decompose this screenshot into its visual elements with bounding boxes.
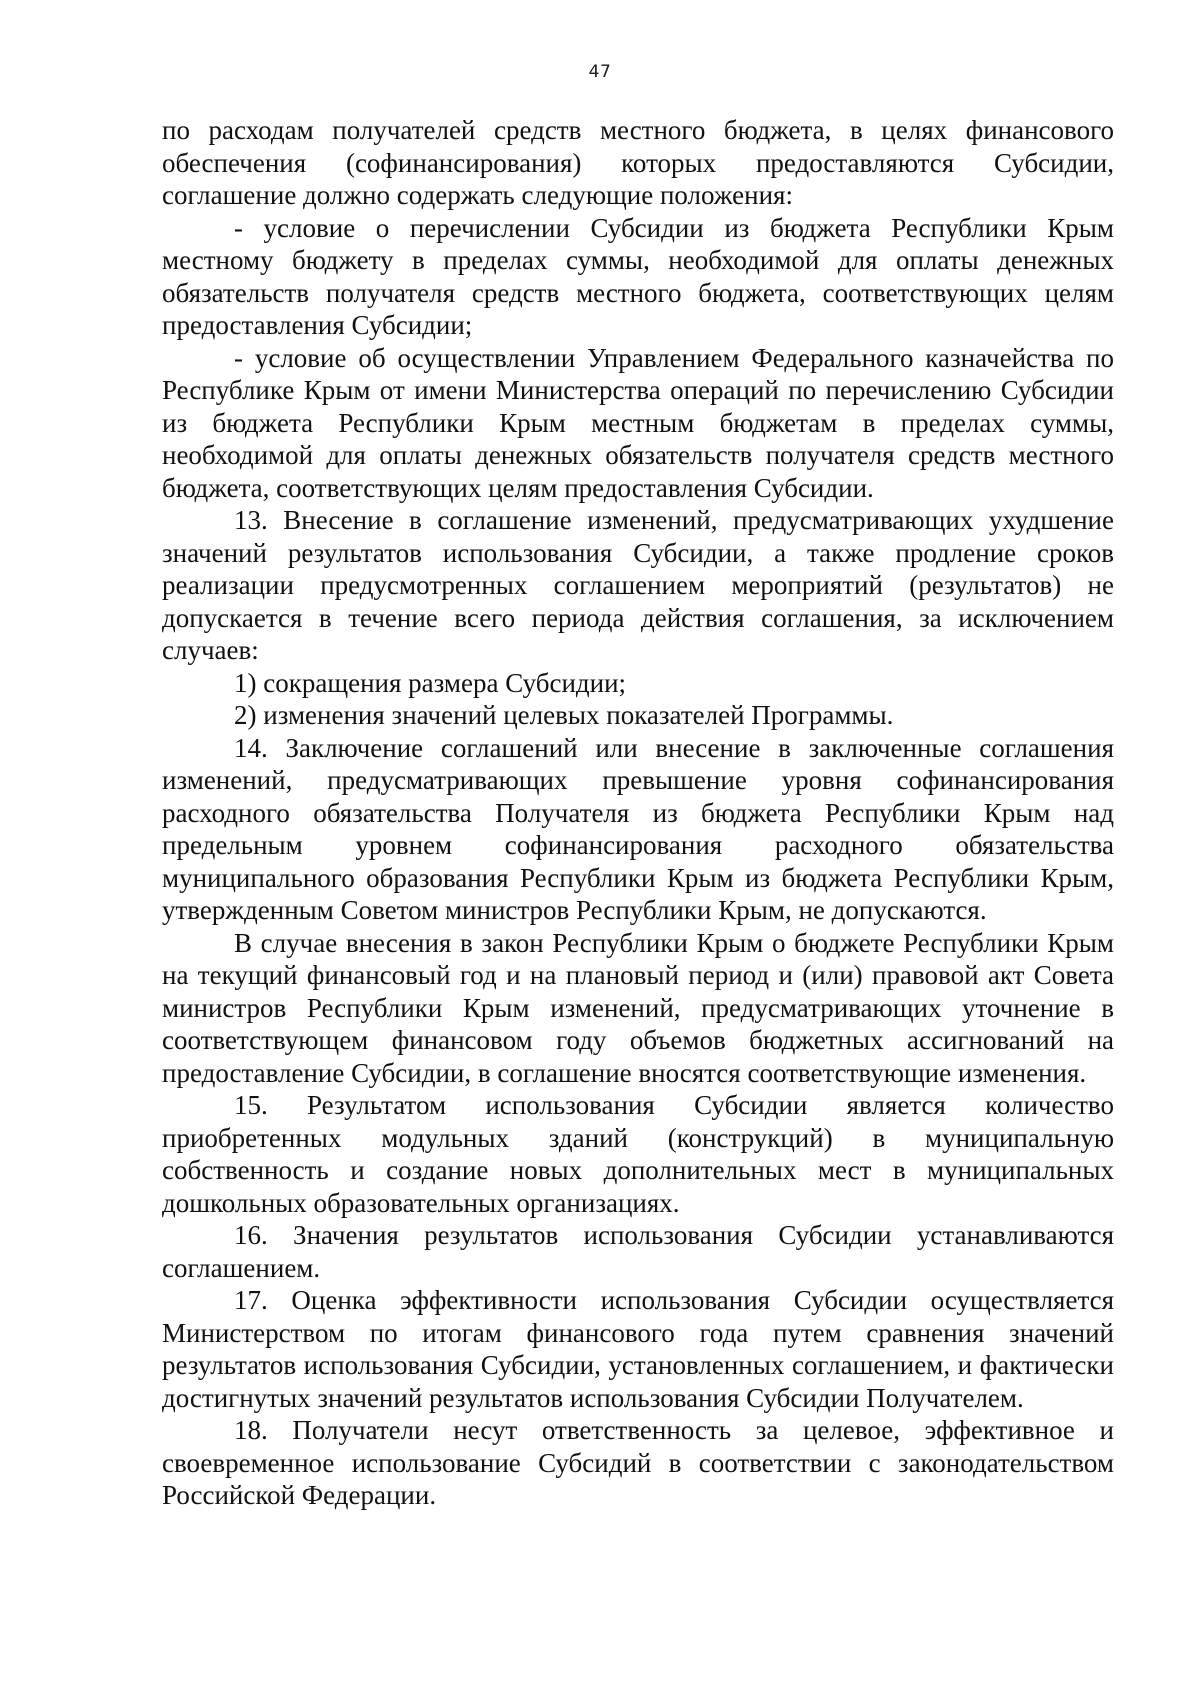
paragraph-item-18: 18. Получатели несут ответственность за целевое, эффективное и своевременное использование Субсидий в соответствии с законодательством Российской Федерации. xyxy=(162,1415,1114,1510)
paragraph-item-14: 14. Заключение соглашений или внесение в заключенные соглашения изменений, предусматривающих превышение уровня софинансирования расходного обязательства Получателя из бюджета Республики Крым над предельным уровнем софинансирования расходного обязательства муниципального образования Республики Крым из бюджета Республики Крым, утвержденным Советом министров Республики Крым, не допускаются. xyxy=(162,732,1114,925)
paragraph-item-16: 16. Значения результатов использования Субсидии устанавливаются соглашением. xyxy=(162,1220,1114,1283)
document-body xyxy=(162,114,1114,1512)
paragraph-item-17: 17. Оценка эффективности использования Субсидии осуществляется Министерством по итогам финансового года путем сравнения значений результатов использования Субсидии, установленных соглашением, и фактически достигнутых значений результатов использования Субсидии Получателем. xyxy=(162,1285,1114,1413)
page-number: 47 xyxy=(588,62,612,82)
paragraph-continuation: по расходам получателей средств местного бюджета, в целях финансового обеспечения (софинансирования) которых предоставляются Субсидии, соглашение должно содержать следующие положения: xyxy=(162,115,1114,210)
paragraph-condition-treasury: - условие об осуществлении Управлением Федерального казначейства по Республике Крым от имени Министерства операций по перечислению Субсидии из бюджета Республики Крым местным бюджетам в пределах суммы, необходимой для оплаты денежных обязательств получателя средств местного бюджета, соответствующих целям предоставления Субсидии. xyxy=(162,342,1114,503)
paragraph-condition-transfer: - условие о перечислении Субсидии из бюджета Республики Крым местному бюджету в пределах суммы, необходимой для оплаты денежных обязательств получателя средств местного бюджета, соответствующих целям предоставления Субсидии; xyxy=(162,212,1114,340)
paragraph-item-14-continued: В случае внесения в закон Республики Крым о бюджете Республики Крым на текущий финансовый год и на плановый период и (или) правовой акт Совета министров Республики Крым изменений, предусматривающих уточнение в соответствующем финансовом году объемов бюджетных ассигнований на предоставление Субсидии, в соглашение вносятся соответствующие изменения. xyxy=(162,927,1114,1088)
paragraph-subitem-1: 1) сокращения размера Субсидии; xyxy=(234,667,627,698)
paragraph-subitem-2: 2) изменения значений целевых показателей Программы. xyxy=(234,700,894,730)
paragraph-item-13: 13. Внесение в соглашение изменений, предусматривающих ухудшение значений результатов использования Субсидии, а также продление сроков реализации предусмотренных соглашением мероприятий (результатов) не допускается в течение всего периода действия соглашения, за исключением случаев: xyxy=(162,505,1114,665)
paragraph-item-15: 15. Результатом использования Субсидии является количество приобретенных модульных зданий (конструкций) в муниципальную собственность и создание новых дополнительных мест в муниципальных дошкольных образовательных организациях. xyxy=(162,1090,1114,1218)
